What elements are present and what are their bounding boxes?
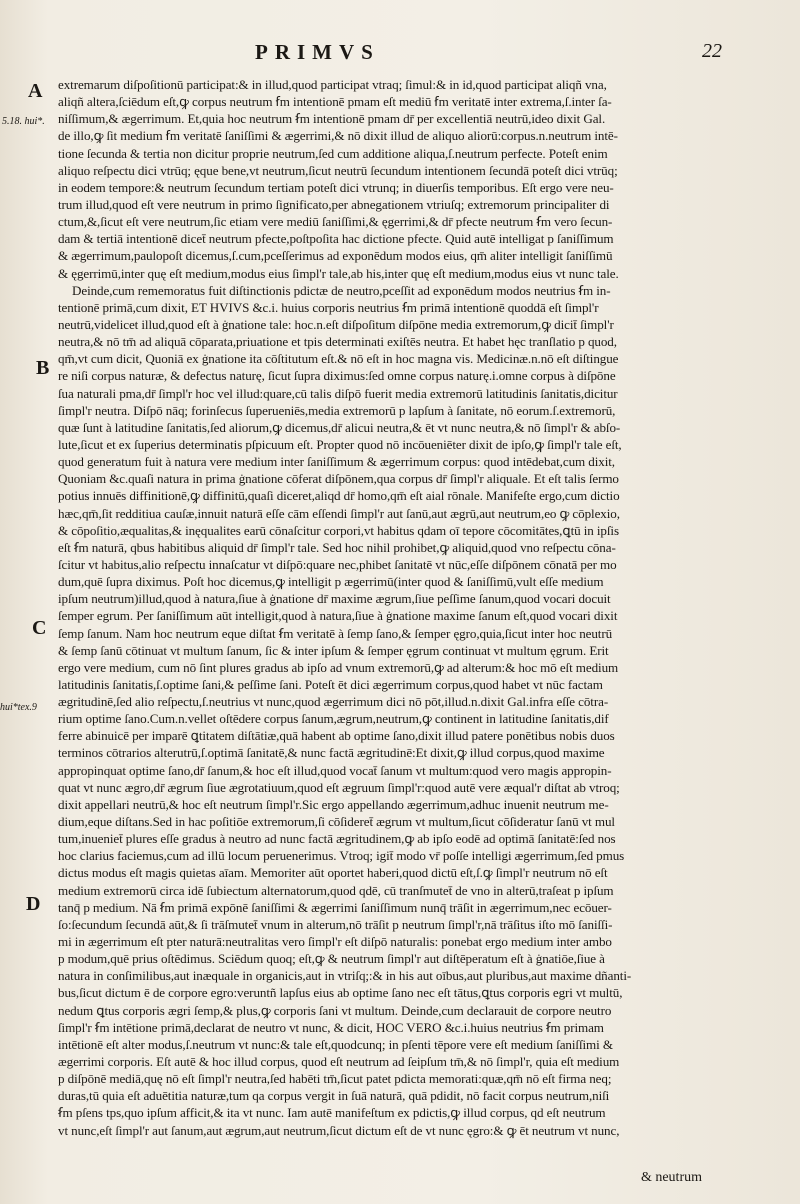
text-line: ſimpl'r ẜm intētione primā,declarat de neutro vt nunc, & dicit, HOC VERO &c.i.huius neutrius ẜm primam (58, 1019, 604, 1035)
text-line: hoc clarius faciemus,cum ad illū locum peruenerimus. Vtroq; igit̄ modo vr̄ poſſe intelligi ægerrimum,ſed pmus (58, 848, 625, 864)
text-line: natura in conſimilibus,aut inæquale in organicis,aut in vtriſq;:& in his aut oībus,aut pluribus,aut maxime dñanti- (58, 968, 632, 984)
text-line: dictus modus eſt magis quietas aīam. Memoriter aūt oportet haberi,quod dictū eſt,ſ.ꝙ ſimpl'r neutrum nō eſt (58, 865, 608, 881)
text-line: p diſpōnē mediā,quę nō eſt ſimpl'r neutra,ſed habēti tm̄,ſicut patet pdicta memorati:quæ,qm̄ nō eſt firma neq; (58, 1071, 612, 1087)
text-line: ægerrimi corporis. Eſt autē & hoc illud corpus, quod eſt neutrum ad ſeipſum tm̄,& nō ſimpl'r, quia eſt medium (58, 1054, 620, 1070)
page-header (0, 40, 800, 70)
text-line: aliqñ altera,ſciēdum eſt,ꝙ corpus neutrum ẜm intentionē pmam eſt mediū ẜm veritatē inter extrema,ſ.inter ſa- (58, 94, 612, 110)
text-line: de illo,ꝙ ſit medium ẜm veritatē ſaniſſimi & ægerrimi,& nō dixit illud de aliquo aliorū:corpus.n.neutrum intē- (58, 128, 618, 144)
text-line: p modum,quē prius oſtēdimus. Sciēdum quoq; eſt,ꝙ & neutrum ſimpl'r aut diſtēperatum eſt à ġnatiōe,ſiue à (58, 951, 605, 967)
text-line: appropinquat optime ſano,dr̄ ſanum,& hoc eſt illud,quod vocat̄ ſanum vt multum:quod vero magis appropin- (58, 762, 612, 778)
margin-letter-b: B (36, 357, 50, 379)
text-line: dam & tertiā intentionē dicet̄ neutrum pfecte,poſtpoſita hac dictione pfecte. Quid autē intelligat p ſaniſſimum (58, 231, 614, 247)
text-line: ſcitur vt habitus,alio reſpectu innaſcatur vt diſpō:quare nec,phibet ſanitatē vt nūc,eſſe diſpōnem cōnatā per mo (58, 556, 617, 572)
margin-note-text-reference: hui*tex.9 (0, 702, 37, 713)
text-line: hæc,qm̄,ſit redditiua cauſæ,innuit naturā eſſe cām eſſendi ſimpl'r aut ſanū,aut ægrū,aut neutrum,eo ꝙ cōplexio, (58, 505, 620, 521)
text-line: lute,ſicut et ex ſuperius determinatis pſpicuum eſt. Propter quod nō incōueniēter dixit de ipſo,ꝙ ſimpl'r tale eſt, (58, 436, 622, 452)
text-line: niſſimum,& ægerrimum. Et,quia hoc neutrum ẜm intentionē pmam dr̄ per excellentiā neutrū,ideo dixit Gal. (58, 111, 606, 127)
text-line: nedum ꝗtus corporis ægri ſemp,& plus,ꝙ corporis ſani vt multum. Deinde,cum declarauit de corpore neutro (58, 1002, 612, 1018)
text-line: in eodem tempore:& neutrum ſecundum tertiam poteſt dici vtrunq; in diuerſis temporibus. Eſt ergo vere neu- (58, 179, 614, 195)
text-line: tentionē primā,cum dixit, ET HVIVS &c.i. huius corporis neutrius ẜm primā intentionē quoddā eſt ſimpl'r (58, 299, 599, 315)
commentary-text-block (58, 76, 718, 1139)
text-line: intētionē eſt alter modus,ſ.neutrum vt nunc:& tale eſt,quodcunq; in pſenti tēpore vere eſt medium ſaniſſimi & (58, 1036, 613, 1052)
text-line: ſo:ſecundum ſecundā aūt,& ſi trāſmutet̄ vnum in alterum,nō trāſit p neutrum ſimpl'r,nā trāſitus iſto mō ſaniſſi- (58, 916, 613, 932)
text-line: ergo vere medium, cum nō ſint plures gradus ab ipſo ad vnum extremorū,ꝙ ad alterum:& hoc mō eſt medium (58, 659, 619, 675)
text-line: tanq̄ p medium. Nā ẜm primā expōnē ſaniſſimi & ægerrimi ſaniſſimum nunq̄ trāſit in ægerrimum,nec ecōuer- (58, 899, 612, 915)
text-line: tione ſecunda & tertia non dicitur proprie neutrum,ſed cum additione aliqua,ſ.neutrum perfecte. Poteſt enim (58, 145, 608, 161)
text-line: vt nunc,eſt ſimpl'r aut ſanum,aut ægrum,aut neutrum,ſicut dictum eſt de vt nunc ęgro:& ꝙ ēt neutrum vt nunc, (58, 1122, 620, 1138)
text-line: duras,tū quia eſt aduētitia naturæ,tum qa corpus vergit in ſuā naturā, quā pdidit, nō facit corpus neutrum,niſi (58, 1088, 610, 1104)
text-line: ipſum neutrum)illud,quod à natura,ſiue à ġnatione dr̄ maxime ægrum,ſiue peſſime ſanum,quod vocari docuit (58, 591, 611, 607)
text-line: mi in ægerrimum eſt pter naturā:neutralitas vero ſimpl'r eſt diſpō naturalis: ponebat ergo medium inter ambo (58, 934, 612, 950)
text-line: quod generatum fuit à natura vere medium inter ſaniſſimum & ægerrimum corpus: quod intēdebat,cum dixit, (58, 454, 615, 470)
text-line: dixit appellari neutrū,& hoc eſt neutrum ſimpl'r.Sic ergo appellando ægerrimum,adhuc inuenit neutrum me- (58, 796, 609, 812)
text-line: quat vt nunc ægro,dr̄ ægrum ſiue ægrotatiuum,quod eſt ægruum ſimpl'r:quod autē vere æqual'r diſtat ab vtroq; (58, 779, 620, 795)
margin-letter-c: C (32, 617, 47, 639)
margin-note-reference: 5.18. hui*. (2, 116, 45, 127)
text-line: medium extremorū circa idē ſubiectum alternatorum,quod qdē, cū tranſmutet̄ de vno in alterū,traſeat p ipſum (58, 882, 614, 898)
text-line: tum,inueniet̄ plures eſſe gradus à neutro ad nunc factā ægritudinem,ꝙ ab ipſo eodē ad optimā ſanitatē:ſed nos (58, 831, 616, 847)
text-line: eſt ẜm naturā, qbus habitibus aliquid dr̄ ſimpl'r tale. Sed hoc nihil prohibet,ꝙ aliquid,quod vno reſpectu cōna- (58, 539, 616, 555)
text-line: neutra,& nō tm̄ ad aliquā cōparata,priuatione et tpis determinati exiſtēs neutra. Et habet hęc tranſlatio p quod, (58, 334, 617, 350)
catchword: & neutrum (640, 1170, 702, 1185)
text-line: re niſi corpus naturæ, & defectus naturę, ſicut ſupra diximus:ſed omne corpus naturę.i.omne corpus à diſpōne (58, 368, 616, 384)
folio-number: 22 (702, 40, 722, 62)
text-line: Deinde,cum rememoratus fuit diſtinctionis pdictæ de neutro,pceſſit ad exponēdum modos neutrius ẜm in- (72, 282, 611, 298)
text-line: Quoniam &c.quaſi natura in prima ġnatione cōferat diſpōnem,qua corpus dr̄ ſimpl'r aliquale. Et eſt talis ſermo (58, 471, 619, 487)
text-line: qm̄,vt cum dicit, Quoniā ex ġnatione ita cōſtitutum eſt.& nō eſt in hoc magna vis. Medicinæ.n.nō eſt diſtingue (58, 351, 619, 367)
margin-letter-d: D (26, 893, 41, 915)
text-line: potius innuēs diffinitionē,ꝙ diffinitū,quaſi diceret,aliqd dr̄ homo,qm̄ eſt aial rōnale. Manifeſte ergo,cum dictio (58, 488, 620, 504)
text-line: bus,ſicut dictum ē de corpore egro:veruntñ lapſus eius ab optime ſano nec eſt tātus,ꝗtus corporis egri vt multū, (58, 985, 623, 1001)
text-line: trum illud,quod eſt vere neutrum in primo ſignificato,per abnegationem vtriuſq; extremorum principaliter di (58, 196, 610, 212)
text-line: ſemp ſanum. Nam hoc neutrum eque diſtat ẜm veritatē à ſemp ſano,& ſemper ęgro,quia,ſicut inter hoc neutrū (58, 625, 613, 641)
text-line: dum,quē ſupra diximus. Poſt hoc dicemus,ꝙ intelligit p ægerrimū(inter quod & ſaniſſimū,vult eſſe medium (58, 574, 604, 590)
text-line: rium optime ſano.Cum.n.vellet oſtēdere corpus ſanum,ægrum,neutrum,ꝙ continent in latitudine ſanitatis,dif (58, 711, 609, 727)
text-line: ẜm pſens tps,quo ipſum afficit,& ita vt nunc. Iam autē manifeſtum ex pdictis,ꝙ illud corpus, qd eſt neutrum (58, 1105, 606, 1121)
text-line: extremarum diſpoſitionū participat:& in illud,quod participat vtraq; ſimul:& in id,quod participat aliqñ vna, (58, 77, 607, 92)
text-line: latitudinis ſanitatis,ſ.optime ſani,& peſſime ſani. Poteſt ēt dici ægerrimum corpus,quod habet vt nūc factam (58, 676, 603, 692)
text-line: neutrū,videlicet illud,quod eſt à ġnatione tale: hoc.n.eſt diſpoſitum diſpōne media extremorum,ꝙ dicit̄ ſimpl'r (58, 316, 614, 332)
text-line: & cōpoſitio,æqualitas,& inęqualites earū cōnaſcitur corpori,vt habitus qdam oī tepore cōcomitātes,ꝗtū in ipſis (58, 522, 619, 538)
text-line: ægritudinē,ſed alio reſpectu,ſ.neutrius vt nunc,quod ægerrimum dici nō pōt,illud.n.dixit Gal.infra eſſe cōtra- (58, 694, 609, 710)
text-line: quæ ſunt à latitudine ſanitatis,ſed aliorum,ꝙ dicemus,dr̄ alicui neutra,& ēt vt nunc neutra,& nō ſimpl'r & abſo- (58, 419, 621, 435)
text-line: aliquo reſpectu dici vtrūq; ęque bene,vt neutrum,ſicut neutrū ſecundum intentionem ſecundā poteſt dici vtrūq; (58, 162, 618, 178)
text-line: terminos cōtrarios alterutrū,ſ.optimā ſanitatē,& nunc factā ægritudinē:Et dixit,ꝙ illud corpus,quod maxime (58, 745, 605, 761)
text-line: ferre abinuicē per imparē ꝗtitatem diſtātiæ,quā habent ab optime ſano,dixit illud patere ponētibus nobis duos (58, 728, 615, 744)
text-line: ſimpl'r neutra. Diſpō nāq; forinſecus ſuperueniēs,media extremorū p lapſum à ſanitate, nō eorum.ſ.extremorū, (58, 402, 616, 418)
text-line: & ſemp ſanū cōtinuat vt multum ſanum, ſic & inter ipſum & ſemper ęgrum continuat vt multum ęgrum. Erit (58, 642, 609, 658)
text-line: & ægerrimum,paulopoſt dicemus,ſ.cum,pceſſerimus ad exponēdum modos eius, qm̄ aliter intelligit ſaniſſimū (58, 248, 613, 264)
text-line: ctum,&,ſicut eſt vere neutrum,ſic etiam vere mediū ſaniſſimi,& ęgerrimi,& dr̄ pfecte neutrum ẜm vero ſecun- (58, 214, 613, 230)
text-line: ſemper egrum. Per ſaniſſimum aūt intelligit,quod à natura,ſiue à ġnatione maxime ſanum eſt,quod vocari dixit (58, 608, 618, 624)
margin-letter-a: A (28, 80, 43, 102)
running-title: PRIMVS (255, 40, 380, 64)
text-line: dium,eque diſtans.Sed in hac poſitiōe extremorum,ſi cōſideret̄ ægrum vt multum,ſicut cōſideratur ſanū vt mul (58, 814, 615, 830)
text-line: ſua naturali pma,dr̄ ſimpl'r hoc vel illud:quare,cū talis diſpō fuerit media extremorū latitudinis ſanitatis,dicitur (58, 385, 618, 401)
text-line: & ęgerrimū,inter quę eſt medium,modus eius ſimpl'r tale,ab his,inter quę eſt medium,modus eius vt nunc tale. (58, 265, 619, 281)
